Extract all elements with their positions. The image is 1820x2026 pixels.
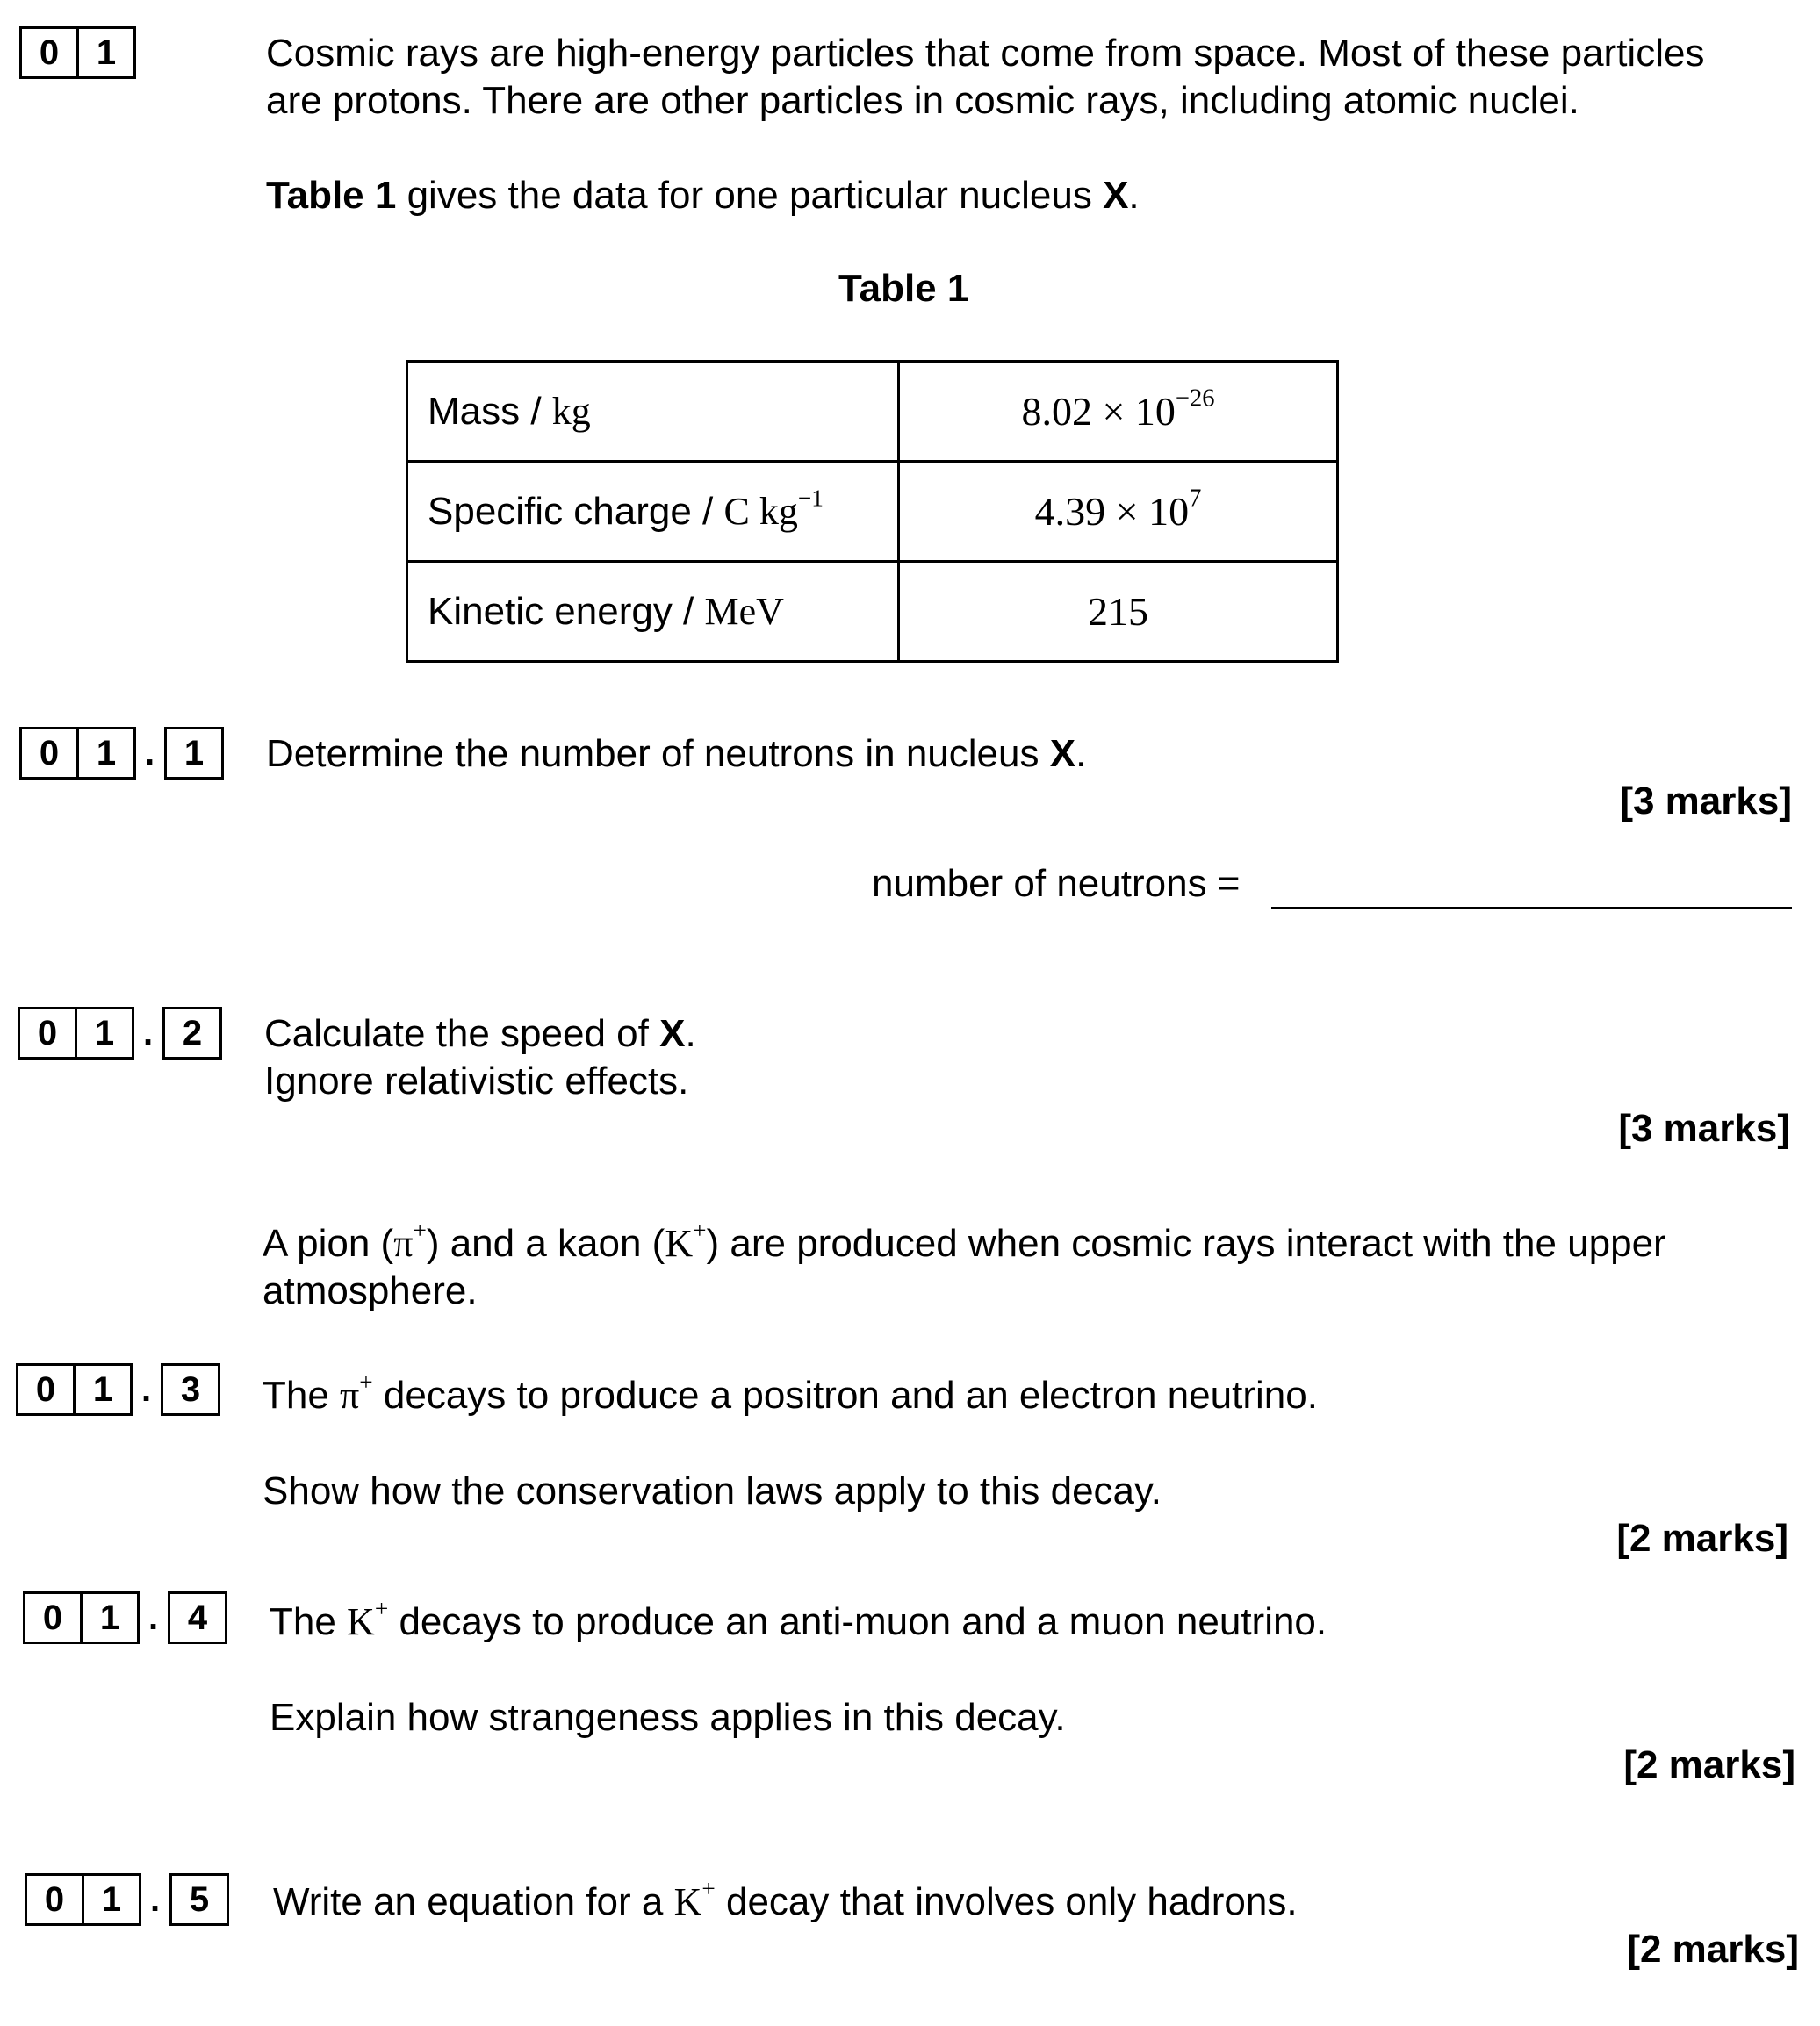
row-label: Kinetic energy / <box>428 590 705 633</box>
period: . <box>1128 174 1140 217</box>
part-number-digit: 1 <box>76 727 136 780</box>
marks-label: [3 marks] <box>1618 1107 1790 1150</box>
part-number-dot: . <box>150 1880 161 1919</box>
nucleus-label: X <box>1049 732 1076 775</box>
row-unit: MeV <box>704 590 784 633</box>
text: ) are produced when cosmic rays interact with the upper <box>706 1222 1666 1265</box>
marks-label: [2 marks] <box>1616 1517 1788 1560</box>
part-number-dot: . <box>143 1014 154 1053</box>
text: The <box>263 1374 341 1417</box>
part-number-digit: 1 <box>164 727 224 780</box>
charge-superscript: + <box>359 1369 373 1396</box>
table-row <box>407 562 1338 662</box>
part-4-text <box>270 1595 1327 1646</box>
part-number-dot: . <box>145 734 155 772</box>
part-number-digit: 0 <box>18 1007 77 1060</box>
pion-symbol: π <box>393 1222 414 1265</box>
part-number-digit: 4 <box>168 1591 227 1644</box>
pion-kaon-line-2: atmosphere. <box>263 1269 478 1312</box>
data-table <box>406 360 1339 663</box>
table-row <box>407 462 1338 562</box>
text: decays to produce an anti-muon and a muon neutrino. <box>388 1600 1327 1643</box>
part-4-line-2: Explain how strangeness applies in this decay. <box>270 1696 1066 1739</box>
marks-label: [3 marks] <box>1620 780 1792 823</box>
answer-line[interactable] <box>1271 907 1792 909</box>
period: . <box>1075 732 1087 775</box>
part-number-dot: . <box>148 1599 159 1637</box>
question-number-digit: 1 <box>76 26 136 79</box>
table-label-cell <box>407 562 899 662</box>
table-label-cell <box>407 462 899 562</box>
question-number-digit: 0 <box>19 26 79 79</box>
row-value: 4.39 × 10 <box>1034 489 1190 534</box>
part-5-text <box>273 1875 1298 1926</box>
part-2-line-2: Ignore relativistic effects. <box>264 1060 689 1103</box>
row-label: Specific charge / <box>428 490 724 533</box>
kaon-symbol: K <box>673 1880 702 1923</box>
table-value-cell <box>899 462 1338 562</box>
part-number-digit: 0 <box>23 1591 83 1644</box>
part-text: Calculate the speed of <box>264 1012 660 1055</box>
charge-superscript: + <box>701 1875 716 1902</box>
part-number-digit: 1 <box>75 1007 134 1060</box>
text: decays to produce a positron and an electron neutrino. <box>372 1374 1318 1417</box>
marks-label: [2 marks] <box>1627 1928 1799 1971</box>
table-value-cell <box>899 362 1338 462</box>
part-number-digit: 0 <box>19 727 79 780</box>
part-number-digit: 1 <box>82 1873 141 1926</box>
text: A pion ( <box>263 1222 394 1265</box>
row-unit-exponent: −1 <box>797 485 824 512</box>
table-row <box>407 362 1338 462</box>
nucleus-label: X <box>659 1012 686 1055</box>
part-2-text <box>264 1010 696 1058</box>
part-number-digit: 1 <box>80 1591 140 1644</box>
text: The <box>270 1600 348 1643</box>
answer-label: number of neutrons = <box>872 862 1241 905</box>
intro-line-2: are protons. There are other particles in cosmic rays, including atomic nuclei. <box>266 79 1579 122</box>
part-number-digit: 0 <box>25 1873 84 1926</box>
period: . <box>685 1012 696 1055</box>
charge-superscript: + <box>413 1217 427 1244</box>
part-1-text <box>266 730 1086 778</box>
part-number-digit: 0 <box>16 1363 76 1416</box>
table-label-cell <box>407 362 899 462</box>
row-label: Mass / <box>428 390 552 433</box>
kaon-symbol: K <box>347 1600 375 1643</box>
row-value-exponent: 7 <box>1189 485 1202 513</box>
text: Write an equation for a <box>273 1880 674 1923</box>
part-number-dot: . <box>141 1370 152 1409</box>
nucleus-label: X <box>1103 174 1129 217</box>
row-value: 8.02 × 10 <box>1021 389 1176 434</box>
intro-line-1: Cosmic rays are high-energy particles that come from space. Most of these particles <box>266 32 1705 75</box>
pion-kaon-line-1 <box>263 1217 1666 1268</box>
table-ref-bold: Table 1 <box>266 174 397 217</box>
table-caption: Table 1 <box>838 267 969 310</box>
text: ) and a kaon ( <box>426 1222 665 1265</box>
part-number-digit: 2 <box>162 1007 222 1060</box>
part-3-text <box>263 1369 1318 1419</box>
part-number-digit: 1 <box>73 1363 133 1416</box>
pion-symbol: π <box>340 1374 360 1417</box>
part-number-digit: 3 <box>161 1363 220 1416</box>
charge-superscript: + <box>374 1595 389 1622</box>
marks-label: [2 marks] <box>1623 1743 1795 1786</box>
part-text: Determine the number of neutrons in nucleus <box>266 732 1050 775</box>
charge-superscript: + <box>693 1217 707 1244</box>
kaon-symbol: K <box>665 1222 694 1265</box>
row-value-exponent: −26 <box>1175 384 1215 413</box>
table-reference <box>266 172 1140 219</box>
row-unit: C kg <box>723 490 798 533</box>
part-number-digit: 5 <box>169 1873 229 1926</box>
part-3-line-2: Show how the conservation laws apply to this decay. <box>263 1469 1162 1512</box>
table-ref-text: gives the data for one particular nucleus <box>396 174 1104 217</box>
text: decay that involves only hadrons. <box>715 1880 1298 1923</box>
table-value-cell <box>899 562 1338 662</box>
row-value: 215 <box>1088 589 1148 634</box>
row-unit: kg <box>551 390 591 433</box>
